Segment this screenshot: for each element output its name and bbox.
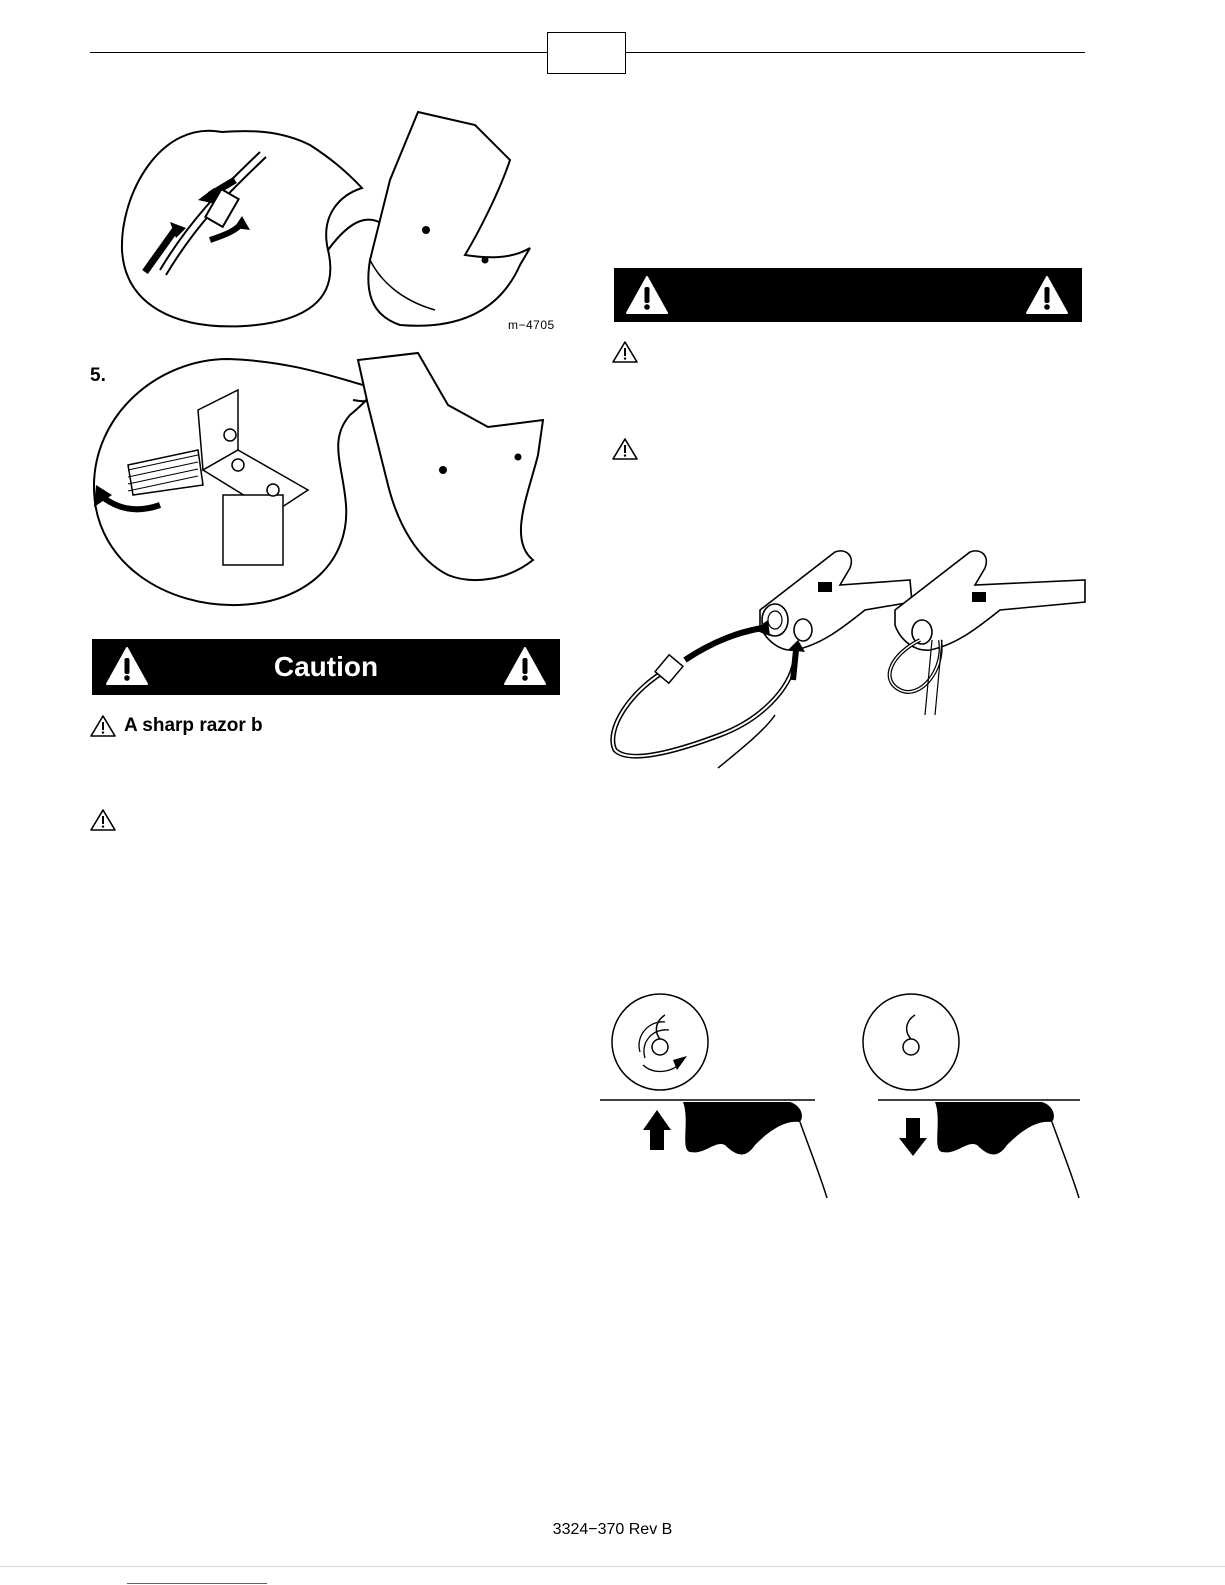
- figure-code: m−4705: [508, 318, 555, 332]
- caution-small-icon: [90, 714, 116, 738]
- warning-triangle-icon: [504, 646, 546, 686]
- figure-blade-insertion: [100, 100, 570, 340]
- document-number: 3324−370 Rev B: [552, 1521, 673, 1538]
- caution-item: [90, 808, 124, 832]
- caution-banner: [92, 639, 560, 695]
- caution-small-icon: [612, 340, 638, 364]
- footer-link-underline: [127, 1583, 267, 1584]
- warning-triangle-icon: [626, 275, 668, 315]
- warning-triangle-icon: [106, 646, 148, 686]
- figure-cord-connection: [600, 540, 1090, 770]
- warning-banner: [614, 268, 1082, 322]
- page-number-box: [547, 32, 626, 74]
- figure-trigger-positions: [595, 990, 1095, 1205]
- step-number: 5.: [90, 365, 106, 386]
- caution-small-icon: [90, 808, 116, 832]
- bottom-rule: [0, 1566, 1225, 1567]
- figure-blade-holder: [88, 345, 568, 610]
- warning-triangle-icon: [1026, 275, 1068, 315]
- caution-small-icon: [612, 437, 638, 461]
- warning-item: [612, 340, 646, 364]
- caution-item: [90, 714, 263, 738]
- warning-item: [612, 437, 646, 461]
- caution-item-text: A sharp razor b: [124, 715, 263, 736]
- caution-title: Caution: [273, 651, 379, 682]
